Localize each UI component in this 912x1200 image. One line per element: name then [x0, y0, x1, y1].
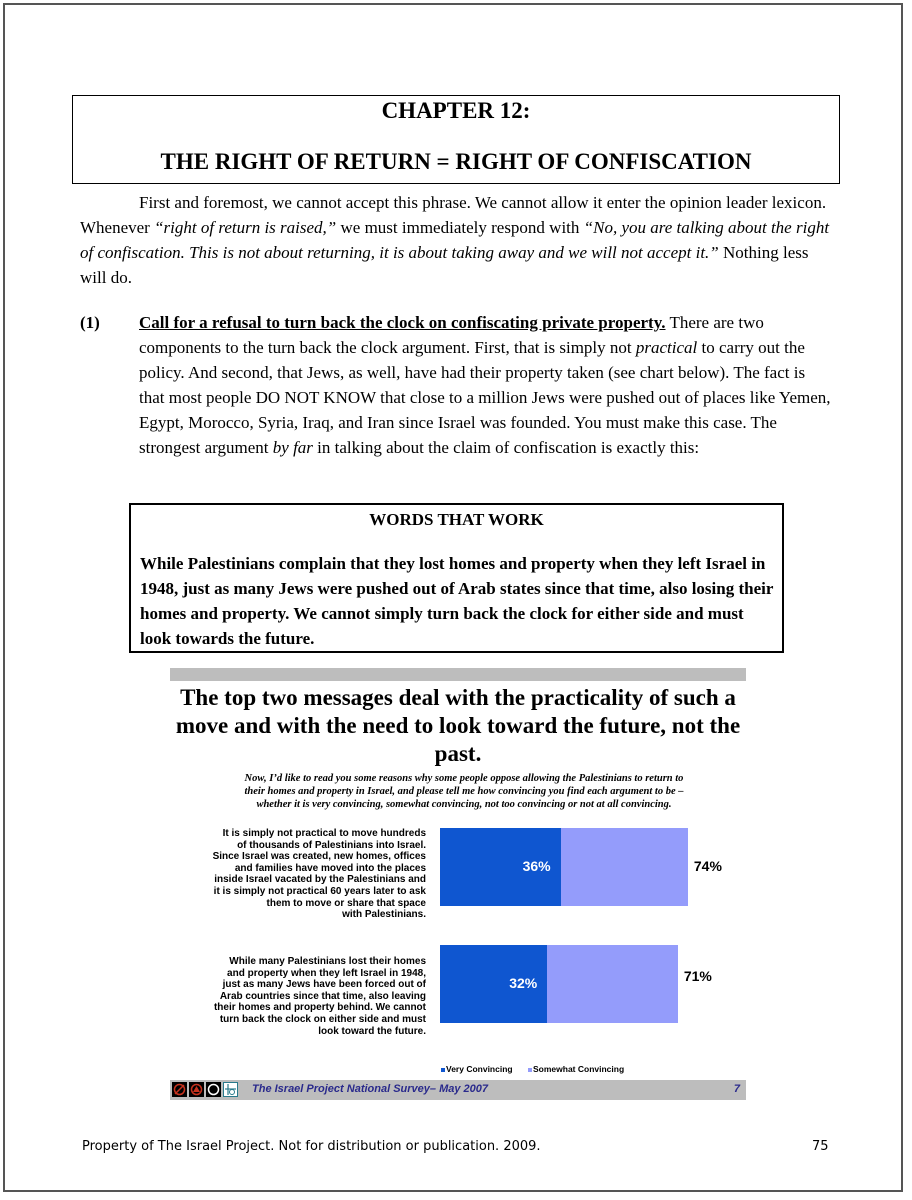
point-lead: Call for a refusal to turn back the clock on confiscating private property.: [139, 313, 666, 332]
point-paragraph: [139, 310, 833, 460]
chapter-title: THE RIGHT OF RETURN = RIGHT OF CONFISCATION: [160, 149, 752, 174]
bar-somewhat-convincing: [547, 945, 678, 1023]
legend-very-convincing: [441, 1064, 513, 1074]
intro-paragraph: [80, 190, 832, 290]
category-line: turn back the clock on either side and must: [219, 1013, 426, 1025]
logo-icon: [172, 1082, 187, 1097]
category-line: Arab countries since that time, also leaving: [219, 990, 426, 1002]
category-line: It is simply not practical to move hundreds: [222, 828, 426, 839]
category-line: Since Israel was created, new homes, offices: [212, 851, 426, 863]
survey-question: [180, 772, 748, 811]
category-line: of thousands of Palestinians into Israel.: [237, 839, 426, 851]
slide-top-bar: [170, 668, 746, 681]
survey-slide: [170, 668, 746, 1102]
point-italic-a: practical: [635, 338, 698, 357]
category-line: just as many Jews have been forced out of: [222, 979, 426, 991]
bar-category-label: [170, 956, 426, 1037]
category-line: it is simply not practical 60 years later to ask: [213, 885, 426, 897]
slide-footer-text: The Israel Project National Survey– May 2007: [252, 1083, 489, 1095]
survey-question-line: Now, I’d like to read you some reasons why some people oppose allowing the Palestinians to return to: [244, 773, 684, 784]
point-number: (1): [80, 313, 100, 332]
intro-text-b: we must immediately respond with: [336, 218, 584, 237]
category-line: and families have moved into the places: [234, 862, 426, 874]
chapter-header: [72, 95, 840, 184]
category-line: and property when they left Israel in 1948,: [227, 967, 426, 979]
bar-total-label: 74%: [693, 858, 722, 874]
slide-title: The top two messages deal with the practicality of such a move and with the need to look toward the future, not the past.: [175, 685, 741, 766]
legend-label: Very Convincing: [446, 1064, 513, 1074]
category-line: look toward the future.: [318, 1025, 426, 1037]
page-number: 75: [812, 1139, 829, 1154]
bar-somewhat-convincing: [561, 828, 688, 906]
intro-text-c: Nothing less will do.: [80, 243, 809, 287]
page-footer: Property of The Israel Project. Not for distribution or publication. 2009.: [82, 1139, 541, 1154]
point-text-a: There are two components to the turn back the clock argument. First, that is simply not: [139, 313, 764, 357]
bar-value-label: 36%: [522, 858, 551, 874]
intro-text-a: First and foremost, we cannot accept this phrase. We cannot allow it enter the opinion leader lexicon. Whenever: [80, 193, 827, 237]
slide-footer: [170, 1080, 746, 1100]
point-text-c: in talking about the claim of confiscation is exactly this:: [312, 438, 700, 457]
logo-icon: [189, 1082, 204, 1097]
category-line: inside Israel vacated by the Palestinians and: [214, 874, 426, 886]
words-that-work-heading: WORDS THAT WORK: [369, 510, 544, 529]
legend-somewhat-convincing: [528, 1064, 624, 1074]
words-that-work-text: While Palestinians complain that they lost homes and property when they left Israel in 1948, just as many Jews were pushed out of Arab states since that time, also losing their homes and property. We cannot simply turn back the clock for either side and must look towards the future.: [140, 554, 774, 648]
words-that-work-box: [129, 503, 784, 653]
legend-swatch: [441, 1068, 445, 1072]
bar-total-label: 71%: [683, 968, 712, 984]
survey-question-line: their homes and property in Israel, and please tell me how convincing you find each argument to be –: [244, 786, 684, 797]
category-line: While many Palestinians lost their homes: [229, 956, 426, 967]
bar-value-label: 32%: [509, 975, 538, 991]
intro-quote-a: “right of return is raised,”: [154, 218, 337, 237]
chapter-number: CHAPTER 12:: [381, 98, 531, 123]
survey-question-line: whether it is very convincing, somewhat convincing, not too convincing or not at all convincing.: [256, 799, 672, 810]
logo-icon: [223, 1082, 238, 1097]
bar-category-label: [170, 828, 426, 921]
legend-swatch: [528, 1068, 532, 1072]
slide-page-number: 7: [733, 1083, 740, 1095]
category-line: with Palestinians.: [342, 909, 426, 921]
legend-label: Somewhat Convincing: [533, 1064, 625, 1074]
category-line: them to move or share that space: [266, 897, 426, 909]
point-text-b: to carry out the policy. And second, that Jews, as well, have had their property taken (see chart below). The fact is that most people DO NOT KNOW that close to a million Jews were pushed out of places like Yemen, Egypt, Morocco, Syria, Iraq, and Iran since Israel was founded. You must make this case. The strongest argument: [139, 338, 831, 457]
logo-icon: [206, 1082, 221, 1097]
point-italic-b: by far: [272, 438, 313, 457]
category-line: their homes and property behind. We cannot: [213, 1002, 426, 1014]
intro-quote-b: “No, you are talking about the right of confiscation. This is not about returning, it is about taking away and we will not accept it.”: [80, 218, 830, 262]
